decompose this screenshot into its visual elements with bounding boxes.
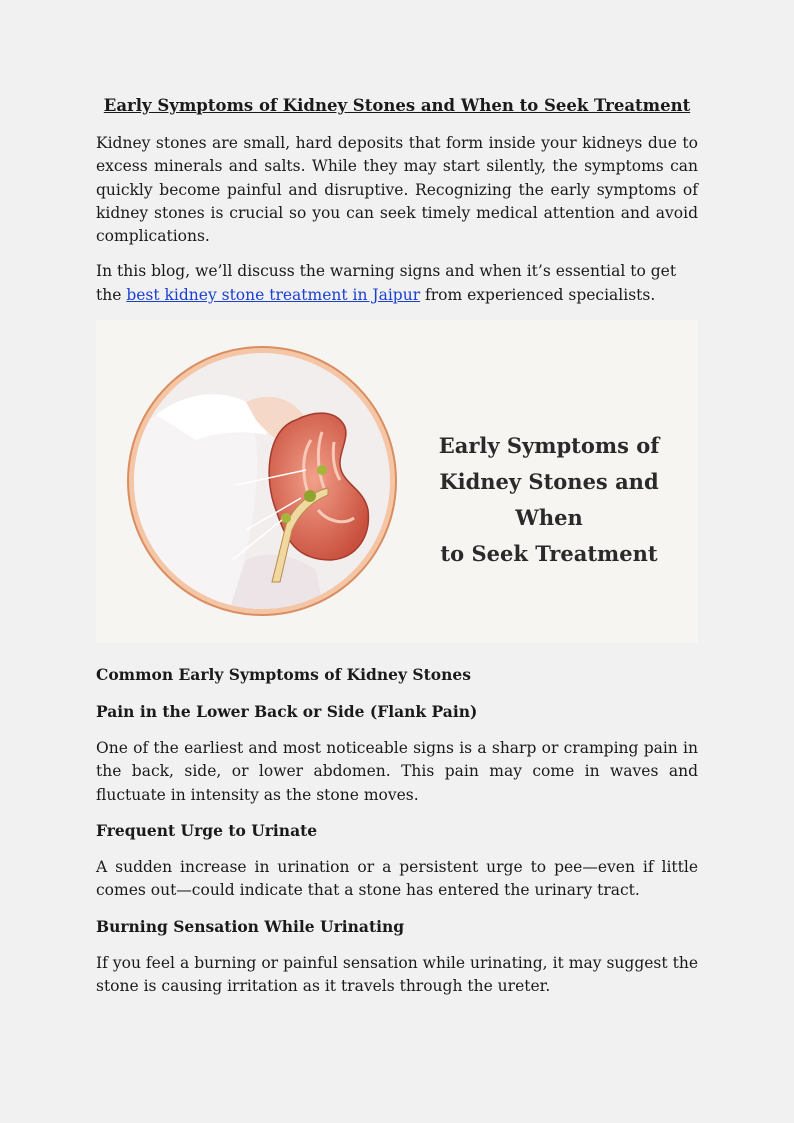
document-title: Early Symptoms of Kidney Stones and When to Seek Treatment: [103, 96, 691, 115]
symptom-text-burning: If you feel a burning or painful sensation while urinating, it may suggest the stone is causing irritation as it travels through the ureter.: [96, 953, 698, 995]
symptom-text-flank-pain: One of the earliest and most noticeable signs is a sharp or cramping pain in the back, side, or lower abdomen. This pain may come in waves and fluctuate in intensity as the stone moves.: [96, 739, 698, 804]
banner-title-line-3: to Seek Treatment: [440, 541, 658, 567]
treatment-link[interactable]: best kidney stone treatment in Jaipur: [126, 285, 421, 304]
blog-intro-text-after: from experienced specialists.: [420, 285, 656, 304]
section-heading: Common Early Symptoms of Kidney Stones: [96, 665, 471, 685]
banner-title-line-1: Early Symptoms of: [438, 433, 660, 459]
symptom-heading-urge: Frequent Urge to Urinate: [96, 820, 318, 840]
symptom-heading-burning: Burning Sensation While Urinating: [96, 916, 405, 936]
intro-paragraph: Kidney stones are small, hard deposits that form inside your kidneys due to excess minerals and salts. While they may start silently, the symptoms can quickly become painful and disruptive. Recognizing the early symptoms of kidney stones is crucial so you can seek timely medical attention and avoid complications.: [96, 134, 698, 246]
blog-intro-paragraph: [96, 260, 698, 307]
banner-title-line-2: Kidney Stones and When: [439, 469, 659, 531]
article-banner-image: [96, 320, 698, 643]
document-content: [96, 94, 698, 1010]
blog-intro-text-before: In this blog, we’ll discuss the warning signs and when it’s essential to get the: [96, 262, 677, 304]
banner-title: [404, 428, 694, 572]
symptom-text-urge: A sudden increase in urination or a persistent urge to pee—even if little comes out—could indicate that a stone has entered the urinary tract.: [96, 857, 698, 900]
symptom-heading-flank-pain: Pain in the Lower Back or Side (Flank Pain): [96, 702, 478, 722]
